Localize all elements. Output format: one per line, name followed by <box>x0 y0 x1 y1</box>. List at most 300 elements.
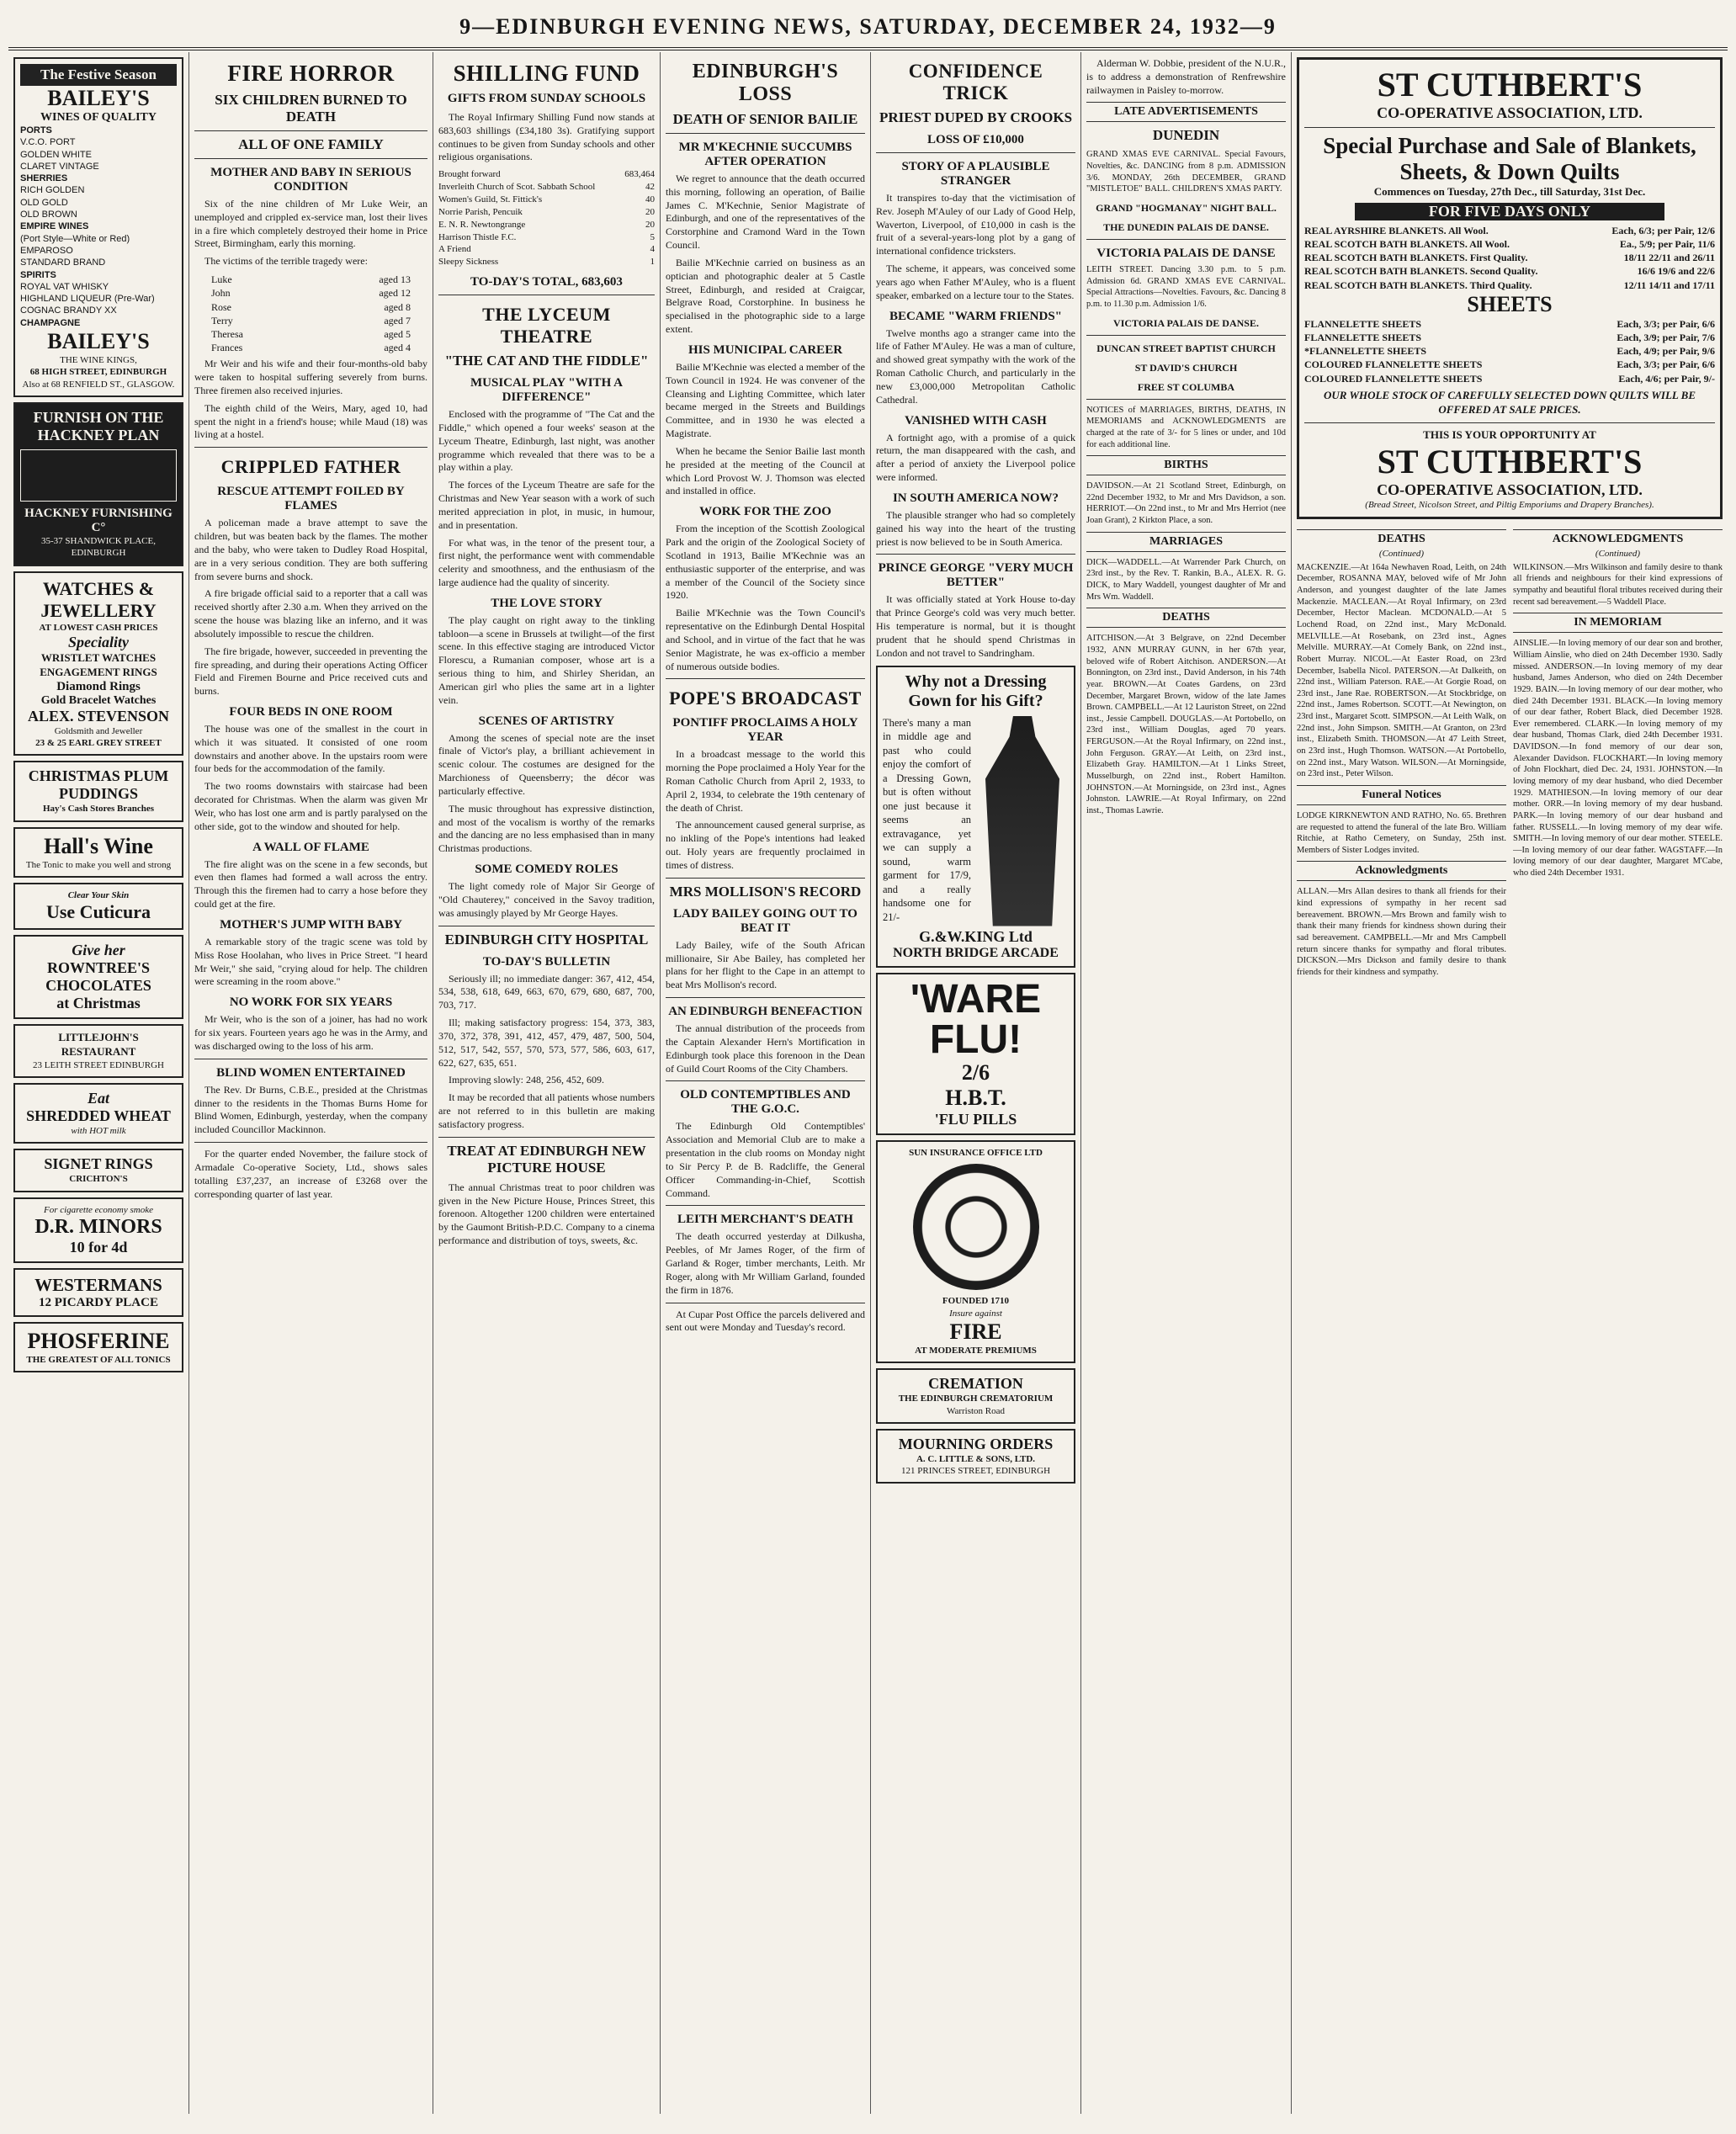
shredded-sub: with HOT milk <box>71 1126 126 1137</box>
headline: MRS MOLLISON'S RECORD <box>669 883 862 900</box>
baileys-title-2: BAILEY'S <box>47 329 150 354</box>
stc-address: (Bread Street, Nicolson Street, and Piltig Emporiums and Drapery Branches). <box>1365 500 1654 511</box>
wine-item: GOLDEN WHITE <box>20 149 92 160</box>
victim-row <box>211 286 411 300</box>
paragraph: A policeman made a brave attempt to save the children, but was beaten back by the flames. The mother and the baby, who were taken to Dudley Road Hospital, are in a very serious condition. They are both suffering from severe burns and shock. <box>194 517 427 582</box>
notice-text: AITCHISON.—At 3 Belgrave, on 22nd December 1932, ANN MURRAY GUNN, in her 67th year, beloved wife of Robert Aitchison. ANDERSON.—At Bonnington, on 23rd inst., David Anderson, in his 74th year. BROWN.—At Coates Gardens, on 23rd December, Margaret Brown, widow of the late James Brown. CAMPBELL.—At 12 Lauriston Street, on 22nd inst., Jessie Campbell. DOUGLAS.—At Portobello, on 23rd inst., William Douglas, aged 70 years. FERGUSON.—At the Royal Infirmary, on 22nd inst., John Ferguson. GRAY.—At Leith, on 23rd inst., Elizabeth Gray. HAMILTON.—At 1 Links Street, Musselburgh, on 22nd inst., Robert Hamilton. JOHNSTON.—At Morningside, on 23rd inst., Agnes Johnston. LAWRIE.—At Royal Infirmary, on 22nd inst., Thomas Lawrie. <box>1086 634 1286 815</box>
fund-row <box>438 206 655 219</box>
paragraph: We regret to announce that the death occurred this morning, following an operation, of Bailie James C. M'Kechnie, Senior Magistrate of Edinburgh, and one of the representatives of the Corstorphine and Cramond Ward in the Town Council. <box>666 173 865 252</box>
phosferine-ad <box>13 1322 183 1372</box>
deaths-cont-heading: DEATHS <box>1297 529 1506 549</box>
fund-row <box>438 168 655 181</box>
shilling-fund-article <box>433 52 661 2114</box>
headline: SHILLING FUND <box>453 61 640 86</box>
paragraph: The Edinburgh Old Contemptibles' Association and Memorial Club are to make a presentation in the club rooms on Monday night to Sir Percy P. de B. Radcliffe, the General Officer Commanding-in-Chief, Scottish Command. <box>666 1120 865 1199</box>
halls-title: Hall's Wine <box>44 833 153 858</box>
confidence-trick-article <box>871 52 1081 2114</box>
victim-age: aged 13 <box>379 273 411 286</box>
price-row <box>1304 237 1715 251</box>
paragraph: For what was, in the tenor of the present tour, a first night, the performance went with commendable celerity and smoothness, and the enthusiasm of the large audience had the quality of sincerity. <box>438 536 655 588</box>
halls-sub: The Tonic to make you well and strong <box>25 859 172 870</box>
wine-item: EMPAROSO <box>20 245 73 256</box>
paragraph: The plausible stranger who had so completely gained his way into the heart of the trusting priest is now believed to be in South America. <box>876 508 1075 548</box>
hbt-ad <box>876 973 1075 1135</box>
sun-founded: FOUNDED 1710 <box>942 1296 1010 1307</box>
paragraph: Bailie M'Kechnie carried on business as an optician and photographic dealer at 5 Castle Street, Edinburgh, and resided at Craigcar, Belgrave Road, Corstorphine. In business he specialised in the photographic side to a large extent. <box>666 256 865 336</box>
price-row <box>1304 317 1715 331</box>
notice-text: ALLAN.—Mrs Allan desires to thank all friends for their kind expressions of sympathy in her recent sad bereavement. BROWN.—Mrs Brown and family wish to thank their many friends for kindness shown during their sad bereavement. CAMPBELL.—Mr and Mrs Campbell return sincere thanks for sympathy and floral tributes. DICKSON.—Mrs Dickson and family desire to thank friends for their kindness and sympathy. <box>1297 887 1506 977</box>
notice-title: THE DUNEDIN PALAIS DE DANSE. <box>1103 221 1269 234</box>
paragraph: Twelve months ago a stranger came into the life of Father M'Auley. He was a man of culture, and showed great sympathy with the work of the Roman Catholic Church, and particularly in the new £3,000,000 Metropolitan Catholic Cathedral. <box>876 326 1075 406</box>
headline: POPE'S BROADCAST <box>669 687 862 709</box>
stc-title-2: ST CUTHBERT'S <box>1377 443 1643 481</box>
wine-item: EMPIRE WINES <box>20 221 89 232</box>
stevenson-name: ALEX. STEVENSON <box>27 707 170 725</box>
price-value: Each, 3/3; per Pair, 6/6 <box>1617 358 1715 371</box>
marriages-heading: MARRIAGES <box>1086 532 1286 552</box>
price-value: 16/6 19/6 and 22/6 <box>1637 265 1715 278</box>
blanket-prices <box>1304 224 1715 292</box>
section-heading: VANISHED WITH CASH <box>905 413 1047 427</box>
ad-column <box>8 52 189 2114</box>
victim-row <box>211 327 411 341</box>
price-value: Each, 6/3; per Pair, 12/6 <box>1611 224 1715 236</box>
fund-label: Brought forward <box>438 169 501 180</box>
paragraph: Among the scenes of special note are the inset finale of Victor's play, a brilliant achievement in scenic colour. The costumes are designed for the Marchioness of Queensberry; the décor was particularly effective. <box>438 731 655 797</box>
price-value: Each, 3/9; per Pair, 7/6 <box>1617 332 1715 344</box>
paragraph: Six of the nine children of Mr Luke Weir, an unemployed and crippled ex-service man, lost their lives in a fire which completely destroyed their home in Price Street, Birmingham, early this morning. <box>194 198 427 250</box>
paragraph: From the inception of the Scottish Zoological Park and the origin of the Zoological Society of Scotland in 1913, Bailie M'Kechnie was an enthusiastic supporter of the enterprise, and was a member of the Council of the Society since 1920. <box>666 523 865 602</box>
price-label: REAL SCOTCH BATH BLANKETS. Second Quality. <box>1304 265 1538 278</box>
price-value: 12/11 14/11 and 17/11 <box>1623 279 1715 291</box>
shredded-eat: Eat <box>87 1090 109 1107</box>
commences-line: Commences on Tuesday, 27th Dec., till Saturday, 31st Dec. <box>1373 185 1646 198</box>
price-row <box>1304 358 1715 371</box>
ack-heading: Acknowledgments <box>1297 861 1506 881</box>
opportunity-line: THIS IS YOUR OPPORTUNITY AT <box>1423 427 1596 441</box>
section-heading: SOME COMEDY ROLES <box>475 863 618 877</box>
subheadline: PONTIFF PROCLAIMS A HOLY YEAR <box>672 716 858 745</box>
section-heading: WORK FOR THE ZOO <box>699 505 831 519</box>
settee-illustration <box>20 449 177 502</box>
wristlet-line: WRISTLET WATCHES <box>40 650 157 664</box>
church-notice: ST DAVID'S CHURCH <box>1134 361 1238 374</box>
minors-top: For cigarette economy smoke <box>43 1204 154 1215</box>
littlejohn-title: LITTLEJOHN'S RESTAURANT <box>58 1031 139 1058</box>
bracelet-line: Gold Bracelet Watches <box>40 693 157 707</box>
victim-age: aged 7 <box>384 314 411 326</box>
sun-logo-icon <box>913 1164 1039 1290</box>
paragraph: Seriously ill; no immediate danger: 367, 412, 454, 534, 538, 618, 649, 663, 670, 679, 680, 687, 700, 703, 717. <box>438 972 655 1011</box>
paragraph: Bailie M'Kechnie was the Town Council's representative on the Edinburgh Dental Hospital and School, and in virtue of the fact that he was Senior Magistrate, he was ex-officio a member of numerous outside bodies. <box>666 607 865 672</box>
divider <box>1086 335 1286 336</box>
subheadline: STORY OF A PLAUSIBLE STRANGER <box>901 160 1050 188</box>
price-label: COLOURED FLANNELETTE SHEETS <box>1304 358 1483 371</box>
notice-text: GRAND XMAS EVE CARNIVAL. Special Favours, Novelties, &c. DANCING from 8 p.m. ADMISSION 3/6. MONDAY, 26th DECEMBER, GRAND "MISTLETOE" BALL. CHILDREN'S XMAS PARTY. <box>1086 150 1286 194</box>
paragraph: The death occurred yesterday at Dilkusha, Peebles, of Mr James Roger, of the firm of Garland & Roger, timber merchants, Leith. Mr Roger, along with Mr William Garland, founded the firm in 1876. <box>666 1230 865 1296</box>
price-value: Each, 4/6; per Pair, 9/- <box>1618 372 1715 385</box>
paragraph: It may be recorded that all patients whose numbers are not referred to in this bulletin are making satisfactory progress. <box>438 1091 655 1130</box>
price-label: REAL SCOTCH BATH BLANKETS. All Wool. <box>1304 238 1510 251</box>
paragraph: The light comedy role of Major Sir George of "Old Chauterey," conceived in the Savoy tradition, was amusingly played by Mr George Hayes. <box>438 880 655 919</box>
wine-item: (Port Style—White or Red) <box>20 233 130 244</box>
section-heading: AN EDINBURGH BENEFACTION <box>668 1005 863 1019</box>
divider <box>1304 127 1715 128</box>
hbt-sub: 'FLU PILLS <box>934 1111 1017 1128</box>
deaths-cont-sub: (Continued) <box>1378 548 1425 559</box>
wine-item: SPIRITS <box>20 269 56 280</box>
wine-item: STANDARD BRAND <box>20 257 106 268</box>
paragraph: It transpires to-day that the victimisation of Rev. Joseph M'Auley of our Lady of Good Help, Waverton, Liverpool, of £10,000 in cash is the fruit of a several-years-long plot by a gang of international confidence tricksters. <box>876 192 1075 257</box>
fund-value: 1 <box>650 257 655 268</box>
price-label: *FLANNELETTE SHEETS <box>1304 345 1427 358</box>
sheet-prices <box>1304 317 1715 385</box>
price-label: FLANNELETTE SHEETS <box>1304 317 1422 330</box>
paragraph: Ill; making satisfactory progress: 154, 373, 383, 370, 372, 378, 391, 412, 457, 479, 487, 500, 504, 512, 517, 542, 557, 570, 573, 577, 586, 603, 617, 622, 627, 635, 651. <box>438 1017 655 1069</box>
divider <box>666 678 865 679</box>
section-heading: FOUR BEDS IN ONE ROOM <box>229 705 393 719</box>
fund-row <box>438 181 655 194</box>
paragraph: Alderman W. Dobbie, president of the N.U.R., is to address a demonstration of Renfrewshire railwaymen in Paisley to-morrow. <box>1086 57 1286 96</box>
hackney-ad <box>13 402 183 566</box>
fund-label: Women's Guild, St. Fittick's <box>438 194 543 204</box>
acknowledgments-continued <box>1513 524 1723 982</box>
fund-table <box>438 168 655 268</box>
subheadline: LADY BAILEY GOING OUT TO BEAT IT <box>673 906 857 935</box>
paragraph: A fire brigade official said to a reporter that a call was received shortly after 2.30 a.m. When they arrived on the scene the house was blazing like an inferno, and it was absolutely impossible to rescue the children. <box>194 587 427 640</box>
paragraph: Lady Bailey, wife of the South African millionaire, Sir Abe Bailey, has completed her plans for her flight to the Cape in an attempt to beat Mrs Mollison's record. <box>666 938 865 991</box>
paragraph: Mr Weir, who is the son of a joiner, has had no work for six years. Fourteen years ago he was in the Army, and was discharged owing to the loss of his arm. <box>194 1013 427 1052</box>
baileys-address: 68 HIGH STREET, EDINBURGH <box>29 367 167 378</box>
watches-title: WATCHES & JEWELLERY <box>40 577 157 621</box>
notice-title: GRAND "HOGMANAY" NIGHT BALL. <box>1096 202 1277 215</box>
mourning-sub: A. C. LITTLE & SONS, LTD. <box>916 1453 1036 1464</box>
wine-item: PORTS <box>20 125 52 135</box>
victim-name: Luke <box>211 273 232 286</box>
edinburghs-loss-article <box>661 52 871 2114</box>
wine-item: OLD GOLD <box>20 197 68 208</box>
divider <box>666 997 865 998</box>
victoria-title: VICTORIA PALAIS DE DANSE <box>1096 247 1276 261</box>
subheadline: "THE CAT AND THE FIDDLE" <box>444 353 649 369</box>
stevenson-ad <box>13 571 183 756</box>
notice-text: LODGE KIRKNEWTON AND RATHO, No. 65. Brethren are requested to attend the funeral of the late Bro. William Ritchie, at Ratho Cemetery, on Sunday, 25th inst. Members of Sister Lodges invited. <box>1297 810 1506 855</box>
subheadline: TO-DAY'S BULLETIN <box>482 954 611 969</box>
sun-insure: Insure against <box>949 1308 1002 1319</box>
gwking-address: NORTH BRIDGE ARCADE <box>893 946 1059 961</box>
price-row <box>1304 331 1715 344</box>
fund-value: 4 <box>650 244 655 255</box>
wine-item: V.C.O. PORT <box>20 137 76 148</box>
victim-name: Terry <box>211 314 233 326</box>
dunedin-title: DUNEDIN <box>1152 127 1220 144</box>
divider <box>438 1137 655 1138</box>
special-purchase: Special Purchase and Sale of Blankets, Sheets, & Down Quilts <box>1323 133 1696 184</box>
subheadline: ALL OF ONE FAMILY <box>238 136 384 152</box>
halls-ad <box>13 827 183 878</box>
section-heading: BLIND WOMEN ENTERTAINED <box>216 1065 406 1080</box>
cuticura-title: Use Cuticura <box>45 901 151 923</box>
wine-item: OLD BROWN <box>20 210 77 220</box>
paragraph: The music throughout has expressive distinction, and most of the vocalism is worthy of the remarks and the dancing are no less emphasised than in many Christmas productions. <box>438 802 655 855</box>
notices-column <box>1081 52 1292 2114</box>
paragraph: The announcement caused general surprise, as no inkling of the Pope's intentions had leaked out. Holy years are frequently proclaimed in times of distress. <box>666 819 865 871</box>
fund-label: E. N. R. Newtongrange <box>438 219 526 230</box>
dressing-gown-illustration <box>976 716 1069 926</box>
baileys-address-2: Also at 68 RENFIELD ST., GLASGOW. <box>22 379 175 390</box>
memoriam-heading: IN MEMORIAM <box>1513 613 1723 633</box>
section-heading: HIS MUNICIPAL CAREER <box>687 342 843 357</box>
westermans-ad <box>13 1268 183 1317</box>
littlejohn-address: 23 LEITH STREET EDINBURGH <box>33 1059 164 1070</box>
section-heading: BECAME "WARM FRIENDS" <box>889 309 1062 323</box>
engagement-line: ENGAGEMENT RINGS <box>40 665 157 678</box>
paragraph: The Rev. Dr Burns, C.B.E., presided at the Christmas dinner to the residents in the Thomas Burns Home for Blind Women, Edinburgh, yesterday, when the company included Councillor Mackinnon. <box>194 1083 427 1136</box>
mourning-address: 121 PRINCES STREET, EDINBURGH <box>900 1466 1051 1477</box>
divider <box>194 158 427 159</box>
paragraph: The fire brigade, however, succeeded in preventing the fire spreading, and during their operations Acting Officer Field and Firemen Bourne and Price received cuts and burns. <box>194 645 427 698</box>
victim-age: aged 5 <box>384 327 411 340</box>
price-value: Each, 4/9; per Pair, 9/6 <box>1617 345 1715 358</box>
wine-item: COGNAC BRANDY XX <box>20 305 117 316</box>
signet-ad <box>13 1149 183 1192</box>
littlejohn-ad <box>13 1024 183 1078</box>
deaths-continued <box>1297 524 1506 982</box>
st-cuthberts-column <box>1292 52 1728 2114</box>
paragraph: The victims of the terrible tragedy were: <box>204 255 368 268</box>
headline: CRIPPLED FATHER <box>220 456 401 478</box>
fund-label: Norrie Parish, Pencuik <box>438 206 523 217</box>
price-row <box>1304 344 1715 358</box>
dressing-gown-body <box>883 716 1069 929</box>
fund-total: TO-DAY'S TOTAL, 683,603 <box>470 275 623 289</box>
hbt-price: 2/6 <box>961 1060 990 1086</box>
stevenson-address: 23 & 25 EARL GREY STREET <box>35 737 162 748</box>
festive-banner: The Festive Season <box>20 64 177 86</box>
signet-sub: CRICHTON'S <box>69 1174 128 1185</box>
cuticura-ad <box>13 883 183 930</box>
victim-age: aged 4 <box>384 342 411 354</box>
wine-item: HIGHLAND LIQUEUR (Pre-War) <box>20 294 155 305</box>
section-heading: NO WORK FOR SIX YEARS <box>229 995 393 1010</box>
divider <box>666 878 865 879</box>
baileys-ad <box>13 57 183 397</box>
paragraph: The scheme, it appears, was conceived some years ago when Father M'Auley, who is a fluent speaker, embarked on a lecture tour to the States. <box>876 263 1075 301</box>
divider <box>194 130 427 131</box>
fund-value: 683,464 <box>624 169 655 180</box>
fund-label: Harrison Thistle F.C. <box>438 231 517 242</box>
wine-item: CHAMPAGNE <box>20 317 81 328</box>
price-row <box>1304 279 1715 292</box>
divider <box>876 554 1075 555</box>
divider <box>666 1080 865 1081</box>
notice-text: WILKINSON.—Mrs Wilkinson and family desire to thank all friends and neighbours for their kind expressions of sympathy and beautiful floral tributes received during their recent sad bereavement.—5 Waddell Place. <box>1513 562 1723 607</box>
subheadline: MR M'KECHNIE SUCCUMBS AFTER OPERATION <box>678 141 852 168</box>
fire-horror-article <box>189 52 433 2114</box>
cuticura-top: Clear Your Skin <box>67 889 130 900</box>
ware-flu-title: 'WARE FLU! <box>910 977 1042 1063</box>
price-label: REAL SCOTCH BATH BLANKETS. Third Quality. <box>1304 279 1532 291</box>
wine-item: ROYAL VAT WHISKY <box>20 281 109 292</box>
victim-age: aged 12 <box>379 287 411 300</box>
church-notice: FREE ST COLUMBA <box>1137 380 1235 393</box>
baileys-tagline: THE WINE KINGS, <box>60 355 137 366</box>
paragraph: At Cupar Post Office the parcels delivered and sent out were Monday and Tuesday's record. <box>666 1308 865 1334</box>
fund-row <box>438 231 655 244</box>
paragraph: It was officially stated at York House to-day that Prince George's cold was very much better. His temperature is normal, but it is thought prudent that he should spend Christmas in London and not travel to Sandringham. <box>876 593 1075 659</box>
hays-ad <box>13 761 183 821</box>
divider <box>194 1142 427 1143</box>
divider <box>876 152 1075 153</box>
pudding-sub: Hay's Cash Stores Branches <box>42 804 155 815</box>
price-row <box>1304 224 1715 237</box>
rowntree-give: Give her <box>72 942 125 959</box>
paragraph: The house was one of the smallest in the court in which it was situated. It consisted of one room downstairs and another above. In the upstairs room were four beds for the accommodation of the family. <box>194 723 427 775</box>
rowntree-ad <box>13 935 183 1019</box>
subheadline: RESCUE ATTEMPT FOILED BY FLAMES <box>217 485 405 513</box>
victim-row <box>211 273 411 286</box>
shredded-title: SHREDDED WHEAT <box>26 1107 171 1125</box>
late-ads-heading: LATE ADVERTISEMENTS <box>1086 102 1286 122</box>
price-row <box>1304 372 1715 385</box>
price-label: FLANNELETTE SHEETS <box>1304 332 1422 344</box>
section-heading: LEITH MERCHANT'S DEATH <box>677 1213 853 1227</box>
mourning-title: MOURNING ORDERS <box>898 1435 1054 1452</box>
victim-name: Theresa <box>211 327 243 340</box>
divider <box>194 447 427 448</box>
section-heading: A WALL OF FLAME <box>252 840 369 854</box>
price-value: 18/11 22/11 and 26/11 <box>1623 252 1715 264</box>
paragraph: When he became the Senior Bailie last month he presided at the meeting of the Council at which Lord Provost W. J. Thomson was elected and installed in office. <box>666 444 865 497</box>
fund-value: 40 <box>645 194 655 204</box>
sun-name: SUN INSURANCE OFFICE LTD <box>909 1148 1043 1159</box>
signet-title: SIGNET RINGS <box>44 1155 153 1173</box>
sun-insurance-ad <box>876 1140 1075 1363</box>
stc-sub: CO-OPERATIVE ASSOCIATION, LTD. <box>1377 104 1643 121</box>
baileys-title: BAILEY'S <box>47 86 150 110</box>
westermans-title: WESTERMANS <box>35 1275 162 1296</box>
hackney-address: 35-37 SHANDWICK PLACE, EDINBURGH <box>41 535 156 559</box>
notice-text: NOTICES of MARRIAGES, BIRTHS, DEATHS, IN MEMORIAMS and ACKNOWLEDGMENTS are charged at the rate of 3/- for 5 lines or under, and 10d for each additional line. <box>1086 405 1286 449</box>
notice-text: LEITH STREET. Dancing 3.30 p.m. to 5 p.m. Admission 6d. GRAND XMAS EVE CARNIVAL. Special Attractions—Novelties. Favours, &c. Dancing 8 p.m. to 11.30 p.m. Admission 1/6. <box>1086 265 1286 309</box>
section-heading: MOTHER'S JUMP WITH BABY <box>220 917 402 932</box>
wine-list <box>20 125 177 329</box>
paragraph: The eighth child of the Weirs, Mary, aged 10, had spent the night in a friend's house; while Maud (18) was living at a hostel. <box>194 401 427 441</box>
ack-cont-heading: ACKNOWLEDGMENTS <box>1513 529 1723 549</box>
fund-value: 20 <box>645 206 655 217</box>
masthead: 9—EDINBURGH EVENING NEWS, SATURDAY, DECEMBER 24, 1932—9 <box>8 8 1728 50</box>
st-cuthberts-ad <box>1297 57 1723 519</box>
paragraph: Enclosed with the programme of "The Cat and the Fiddle," which opened a four weeks' season at the Lyceum Theatre, Edinburgh, last night, was another programme which revealed that there was to be a play within a play. <box>438 408 655 474</box>
cremation-sub: THE EDINBURGH CREMATORIUM <box>898 1393 1054 1404</box>
paragraph: The annual Christmas treat to poor children was given in the New Picture House, Princes Street, this forenoon. Altogether 1200 children were entertained by the Gaumont British-P.D.C. Company to a cinema performance and distribution of toys, sweets, &c. <box>438 1181 655 1246</box>
section-heading: SCENES OF ARTISTRY <box>478 714 615 728</box>
subheadline: GIFTS FROM SUNDAY SCHOOLS <box>447 92 646 105</box>
paragraph: The forces of the Lyceum Theatre are safe for the Christmas and New Year season with a work of such merited appreciation in plot, in music, in humour, and in presentation. <box>438 479 655 531</box>
headline: FIRE HORROR <box>227 61 395 86</box>
watches-sub: AT LOWEST CASH PRICES <box>39 622 158 633</box>
divider <box>666 133 865 134</box>
deaths-heading: DEATHS <box>1086 608 1286 628</box>
hbt-title: H.B.T. <box>945 1086 1006 1111</box>
notice-text: MACKENZIE.—At 164a Newhaven Road, Leith, on 24th December, ROSANNA MAY, beloved wife of Mr John Anderson, and youngest daughter of the late James Mackenzie. MACLEAN.—At Royal Infirmary, on 23rd December, Hector Maclean. MCDONALD.—At 5 Lochend Road, on 22nd inst., Mary McDonald. MELVILLE.—At Rosebank, on 23rd inst., Agnes Melville. MURRAY.—At Comely Bank, on 22nd inst., Robert Murray. NICOL.—At Easter Road, on 23rd December, Isabella Nicol. PATERSON.—At Dalkeith, on 22nd inst., William Paterson. RAE.—At Gorgie Road, on 23rd inst., Jane Rae. ROBERTSON.—At Stockbridge, on 22nd inst., James Robertson. SCOTT.—At Newington, on 23rd inst., Margaret Scott. SIMPSON.—At Leith Walk, on 22nd inst., John Simpson. SMITH.—At Granton, on 23rd inst., Elizabeth Smith. THOMSON.—At 47 Leith Street, on 23rd inst., Hugh Thomson. WATSON.—At Portobello, on 22nd inst., Mary Watson. WILSON.—At Morningside, on 23rd inst., Peter Wilson. <box>1297 562 1506 779</box>
victim-name: John <box>211 287 231 300</box>
speciality: Speciality <box>68 633 129 650</box>
minors-ad <box>13 1197 183 1263</box>
section-heading: OLD CONTEMPTIBLES AND THE G.O.C. <box>680 1088 851 1117</box>
wine-item: CLARET VINTAGE <box>20 161 99 172</box>
subheadline: SIX CHILDREN BURNED TO DEATH <box>215 92 407 125</box>
shredded-wheat-ad <box>13 1083 183 1144</box>
phosferine-sub: THE GREATEST OF ALL TONICS <box>26 1355 171 1366</box>
price-row <box>1304 251 1715 264</box>
price-value: Each, 3/3; per Pair, 6/6 <box>1617 317 1715 330</box>
dressing-gown-text: There's many a man in middle age and past who could enjoy the comfort of a Dressing Gown, but is often without one just because it seems an extravagance, yet we can supply a sound, warm garment for 17/9, and a really handsome one for 21/- <box>883 716 971 923</box>
ack-cont-sub: (Continued) <box>1595 548 1641 559</box>
stc-title: ST CUTHBERT'S <box>1377 66 1643 104</box>
stc-sub-2: CO-OPERATIVE ASSOCIATION, LTD. <box>1377 481 1643 499</box>
fund-value: 20 <box>645 219 655 230</box>
five-days-banner: FOR FIVE DAYS ONLY <box>1355 203 1664 220</box>
quilts-note: OUR WHOLE STOCK OF CAREFULLY SELECTED DOWN QUILTS WILL BE OFFERED AT SALE PRICES. <box>1324 388 1696 416</box>
paragraph: Mr Weir and his wife and their four-months-old baby were taken to hospital suffering severely from burns. Three firemen also received injuries. <box>194 358 427 396</box>
mourning-ad <box>876 1429 1075 1484</box>
headline: THE LYCEUM THEATRE <box>482 304 611 348</box>
paragraph: Improving slowly: 248, 256, 452, 609. <box>449 1074 604 1086</box>
fund-row <box>438 243 655 256</box>
divider <box>1086 239 1286 240</box>
section-heading: PRINCE GEORGE "VERY MUCH BETTER" <box>878 561 1074 590</box>
subheadline: PRIEST DUPED BY CROOKS <box>879 109 1073 125</box>
paragraph: The annual distribution of the proceeds from the Captain Alexander Hern's Mortification in Edinburgh took place this forenoon in the Dean of Guild Court Rooms of the City Chambers. <box>666 1022 865 1075</box>
rowntree-title: ROWNTREE'S CHOCOLATES <box>45 959 151 995</box>
notice-text: DAVIDSON.—At 21 Scotland Street, Edinburgh, on 22nd December 1932, to Mr and Mrs Davidson, a son. HERRIOT.—On 22nd inst., to Mr and Mrs Herriot (nee Joan Grant), 2 Kirkton Place, a son. <box>1086 481 1286 526</box>
headline: EDINBURGH'S LOSS <box>692 61 839 105</box>
fund-row <box>438 219 655 231</box>
notice-text: DICK—WADDELL.—At Warrender Park Church, on 23rd inst., by the Rev. T. Rankin, B.A., ALEX. R. G. DICK, to Mary Waddell, youngest daughter of Mr and Mrs Wm. Waddell. <box>1086 557 1286 602</box>
paragraph: The two rooms downstairs with staircase had been decorated for Christmas. When the alarm was given Mr Weir, who has lost one arm and is partly paralysed on the other side, got to the window and shouted for help. <box>194 780 427 832</box>
cremation-title: CREMATION <box>928 1375 1023 1393</box>
paragraph: For the quarter ended November, the failure stock of Armadale Co-operative Society, Ltd., shows sales totalling £37,237, an increase of £3268 over the corresponding quarter of last year. <box>194 1148 427 1200</box>
price-value: Ea., 5/9; per Pair, 11/6 <box>1619 238 1715 251</box>
fund-row <box>438 194 655 206</box>
paragraph: A remarkable story of the tragic scene was told by Miss Rose Hoolahan, who lives in Price Street. "I heard Mr Weir," she said, "crying aloud for help. The children were screaming in the room above." <box>194 935 427 988</box>
victim-row <box>211 300 411 314</box>
paragraph: A fortnight ago, with a promise of a quick return, the man disappeared with the cash, and after a period of anxiety the Liverpool police were informed. <box>876 431 1075 484</box>
sun-fire: FIRE <box>949 1319 1002 1344</box>
price-row <box>1304 264 1715 278</box>
paragraph: The play caught on right away to the tinkling tabloon—a scene in Brussels at twilight—of the first scene. In this effective staging are introduced Victor Florescu, a Rumanian composer, whose art is a serious thing to him, and Shirley Sheridan, an American girl who plies the same art in a lighter vein. <box>438 613 655 706</box>
newspaper-page <box>8 8 1728 2117</box>
headline: TREAT AT EDINBURGH NEW PICTURE HOUSE <box>447 1142 646 1176</box>
dressing-gown-ad <box>876 666 1075 969</box>
fund-label: Inverleith Church of Scot. Sabbath School <box>438 182 596 193</box>
stevenson-sub: Goldsmith and Jeweller <box>54 725 143 736</box>
sun-rates: AT MODERATE PREMIUMS <box>915 1345 1037 1356</box>
baileys-sub: WINES OF QUALITY <box>40 111 157 124</box>
notice-columns <box>1297 524 1723 982</box>
phosferine-title: PHOSFERINE <box>27 1329 170 1354</box>
divider <box>1304 422 1715 423</box>
victim-age: aged 8 <box>384 300 411 313</box>
notice-text: AINSLIE.—In loving memory of our dear son and brother, William Ainslie, who died on 24th December 1930. Sadly missed. ANDERSON.—In loving memory of my dear husband, James Anderson, who died on 24th December 1929. BAIN.—In loving memory of our dear mother, who died 24th December 1931. BLACK.—In loving memory of our dear father, Robert Black, died December 1928. Ever remembered. CLARK.—In loving memory of my dear husband, Thomas Clark, died 24th December 1931. DAVIDSON.—In fond memory of our dear son, Alexander Davidson. FLOCKHART.—In loving memory of John Flockhart, died Dec. 24, 1931. JOHNSTON.—In loving memory of my dear husband, who died December 1929. MATHIESON.—In loving memory of our dear mother. ORR.—In loving memory of my dear husband. PARK.—In loving memory of our dear husband and father. RUSSELL.—In loving memory of my dear wife. SMITH.—In loving memory of our dear mother. STEELE.—In loving memory of our dear father. WAGSTAFF.—In loving memory of our dear daughter, Margaret M'Cabe, who died 24th December 1931. <box>1513 639 1723 879</box>
victim-row <box>211 341 411 354</box>
cremation-address: Warriston Road <box>946 1405 1006 1416</box>
church-notice: DUNCAN STREET BAPTIST CHURCH <box>1096 342 1276 354</box>
fund-row <box>438 256 655 268</box>
cremation-ad <box>876 1368 1075 1424</box>
minors-title: D.R. MINORS <box>35 1216 162 1239</box>
